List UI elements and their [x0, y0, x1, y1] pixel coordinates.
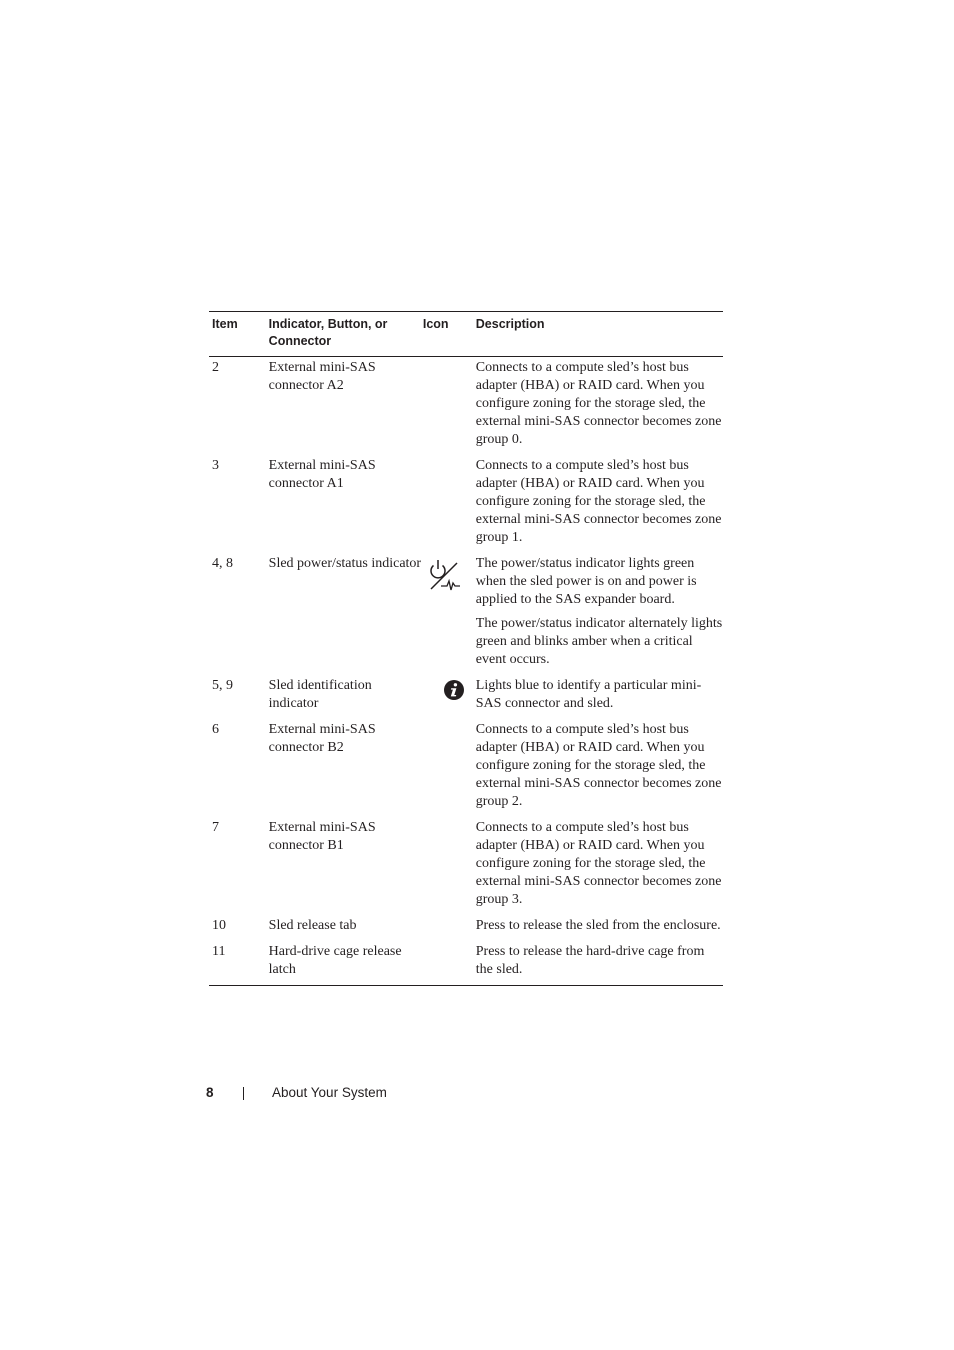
row-icon: [423, 941, 476, 986]
row-description: [476, 817, 723, 915]
description-paragraph: Press to release the hard-drive cage from the sled.: [475, 944, 705, 977]
row-icon: [423, 553, 476, 675]
row-description: [476, 357, 723, 456]
table-row: [209, 455, 723, 553]
row-item: 6: [212, 722, 219, 737]
description-paragraph: Connects to a compute sled’s host bus adapter (HBA) or RAID card. When you configure zoning for the storage sled, the external mini-SAS connector becomes zone group 3.: [475, 820, 722, 907]
footer-separator: [243, 1087, 244, 1100]
row-icon: [423, 357, 476, 456]
row-item: 4, 8: [212, 556, 233, 571]
table-row: [209, 675, 723, 719]
row-description: [476, 455, 723, 553]
row-icon: [423, 719, 476, 817]
table-body: [209, 357, 723, 986]
row-indicator: Hard-drive cage release latch: [268, 944, 402, 977]
row-indicator: External mini-SAS connector B1: [268, 820, 376, 853]
row-indicator: External mini-SAS connector B2: [268, 722, 376, 755]
row-item: 5, 9: [212, 678, 233, 693]
row-item: 10: [212, 918, 226, 933]
description-paragraph: The power/status indicator alternately lights green and blinks amber when a critical event occurs.: [475, 616, 723, 667]
page-footer: [0, 1083, 954, 1103]
row-indicator: Sled identification indicator: [268, 678, 372, 711]
table-row: [209, 941, 723, 986]
table-row: [209, 357, 723, 456]
description-paragraph: The power/status indicator lights green when the sled power is on and power is applied to the SAS expander board.: [475, 556, 697, 607]
description-paragraph: Press to release the sled from the enclosure.: [475, 918, 721, 933]
description-paragraph: Connects to a compute sled’s host bus adapter (HBA) or RAID card. When you configure zoning for the storage sled, the external mini-SAS connector becomes zone group 2.: [475, 722, 722, 809]
row-icon: [423, 455, 476, 553]
row-indicator: Sled power/status indicator: [268, 556, 422, 571]
row-item: 11: [212, 944, 226, 959]
row-item: 3: [212, 458, 219, 473]
header-icon: Icon: [422, 317, 449, 331]
row-icon: [423, 915, 476, 941]
header-item: Item: [212, 317, 238, 331]
table-row: [209, 817, 723, 915]
row-description: [476, 915, 723, 941]
row-indicator: Sled release tab: [268, 918, 357, 933]
row-indicator: External mini-SAS connector A1: [268, 458, 376, 491]
table-header-row: [209, 312, 723, 357]
row-description: [476, 941, 723, 986]
description-paragraph: Lights blue to identify a particular mini-SAS connector and sled.: [475, 678, 702, 711]
row-item: 2: [212, 360, 219, 375]
header-indicator: Indicator, Button, or Connector: [268, 317, 388, 348]
indicator-table: [209, 311, 723, 986]
row-item: 7: [212, 820, 219, 835]
table-row: [209, 719, 723, 817]
page-number: 8: [206, 1085, 214, 1100]
power-status-icon: [423, 557, 476, 597]
row-icon: [423, 675, 476, 719]
header-description: Description: [475, 317, 545, 331]
row-description: [476, 553, 723, 675]
row-indicator: External mini-SAS connector A2: [268, 360, 376, 393]
description-paragraph: Connects to a compute sled’s host bus adapter (HBA) or RAID card. When you configure zoning for the storage sled, the external mini-SAS connector becomes zone group 1.: [475, 458, 722, 545]
row-description: [476, 675, 723, 719]
table-row: [209, 553, 723, 675]
section-title: About Your System: [272, 1085, 387, 1100]
row-icon: [423, 817, 476, 915]
table-row: [209, 915, 723, 941]
description-paragraph: Connects to a compute sled’s host bus adapter (HBA) or RAID card. When you configure zoning for the storage sled, the external mini-SAS connector becomes zone group 0.: [475, 360, 722, 447]
row-description: [476, 719, 723, 817]
identification-info-icon: [423, 679, 476, 701]
